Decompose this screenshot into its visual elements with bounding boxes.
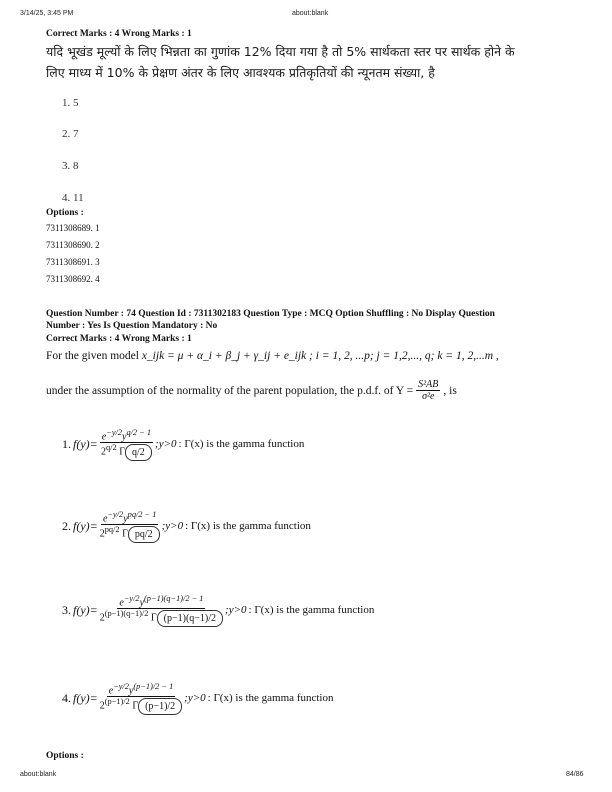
q74-y-denominator: σ²e <box>422 391 435 402</box>
q73-text-line2: लिए माध्य में 10% के प्रेक्षण अंतर के लिए आवश्यक प्रतिकृतियों की न्यूनतम संख्या, है <box>46 65 435 80</box>
q73-choice-2: 2. 7 <box>62 128 79 140</box>
q74-choice-4: 4. f(y)= $\frac{e^{-y/2}y^{(p-1)/2 - 1}}{2^{(p-1)/2} \Gamma (p-1)/2}$ ;y>0 : Γ(x) is the gamma function <box>62 682 333 715</box>
q74-choice-4-number: 4. <box>62 690 71 705</box>
q74-meta-line1: Question Number : 74 Question Id : 7311302183 Question Type : MCQ Option Shuffling : No Display Question <box>46 309 495 319</box>
q74-y-fraction <box>416 379 440 402</box>
q73-choice-1: 1. 5 <box>62 97 79 109</box>
q74-model-equation: x_ijk = μ + α_i + β_j + γ_ij + e_ijk ; i = 1, 2, ...p; j = 1,2,..., q; k = 1, 2,...m , <box>141 350 499 362</box>
q74-choice-2-number: 2. <box>62 518 71 533</box>
q74-choice-1: 1. f(y)= $\frac{e^{-y/2}y^{q/2 - 1}}{2^{q/2} \Gamma q/2}$ ;y>0 : Γ(x) is the gamma function <box>62 428 304 461</box>
q74-choice-1-number: 1. <box>62 436 71 451</box>
q74-choice-3-gamma-arg: (p−1)(q−1)/2 <box>157 610 223 627</box>
q74-choice-2-power: pq/2 <box>104 525 120 535</box>
q74-choice-1-gamma-arg: q/2 <box>125 444 152 461</box>
q74-choice-3-number: 3. <box>62 602 71 617</box>
q74-assumption-end: , is <box>443 384 457 397</box>
q74-choice-4-gamma-arg: (p−1)/2 <box>138 698 182 715</box>
q74-model-line <box>46 350 499 362</box>
print-timestamp: 3/14/25, 3:45 PM <box>20 10 74 17</box>
q73-text-line1: यदि भूखंड मूल्यों के लिए भिन्नता का गुणांक 12% दिया गया है तो 5% सार्थकता स्तर पर सार्थक होने के <box>46 44 515 59</box>
q74-choice-4-fraction: $\frac{e^{-y/2}y^{(p-1)/2 - 1}}{2^{(p-1)/2} \Gamma (p-1)/2}$ <box>100 682 182 715</box>
q73-marks: Correct Marks : 4 Wrong Marks : 1 <box>46 29 192 39</box>
q73-option-id-4: 7311308692. 4 <box>46 274 100 284</box>
q74-choice-4-power: (p−1)/2 <box>104 697 130 707</box>
print-page-number: 84/86 <box>566 771 584 778</box>
q74-marks: Correct Marks : 4 Wrong Marks : 1 <box>46 334 192 344</box>
q74-choice-2-fraction: $\frac{e^{-y/2}y^{pq/2 - 1}}{2^{pq/2} \Gamma pq/2}$ <box>100 510 160 543</box>
q74-choice-1-exponent: q/2 − 1 <box>126 428 152 437</box>
print-footer-url: about:blank <box>20 771 57 778</box>
q74-choice-1-fraction: $\frac{e^{-y/2}y^{q/2 - 1}}{2^{q/2} \Gamma q/2}$ <box>100 428 153 461</box>
print-title: about:blank <box>292 10 329 17</box>
q74-options-label: Options : <box>46 751 84 761</box>
q74-choice-4-exponent: (p−1)/2 − 1 <box>133 682 174 691</box>
q74-choice-1-gamma-note: : Γ(x) is the gamma function <box>178 438 305 451</box>
q74-y-numerator: S²AB <box>418 379 439 390</box>
q74-choice-2: 2. f(y)= $\frac{e^{-y/2}y^{pq/2 - 1}}{2^{pq/2} \Gamma pq/2}$ ;y>0 : Γ(x) is the gamma function <box>62 510 311 543</box>
q74-choice-3-power: (p−1)(q−1)/2 <box>104 609 149 619</box>
q74-choice-2-gamma-note: : Γ(x) is the gamma function <box>185 520 311 533</box>
q74-choice-2-gamma-arg: pq/2 <box>128 526 160 543</box>
q73-option-id-1: 7311308689. 1 <box>46 223 100 233</box>
q73-choice-3: 3. 8 <box>62 160 79 172</box>
q74-meta-line2: Number : Yes Is Question Mandatory : No <box>46 321 218 331</box>
q73-option-id-3: 7311308691. 3 <box>46 257 100 267</box>
q74-choice-3-gamma-note: : Γ(x) is the gamma function <box>248 604 375 617</box>
q74-choice-1-power: q/2 <box>106 443 117 453</box>
q74-assumption-line <box>46 379 457 402</box>
q73-option-id-2: 7311308690. 2 <box>46 240 100 250</box>
q74-choice-3-fraction: $\frac{e^{-y/2}y^{(p-1)(q-1)/2 - 1}}{2^{(p-1)(q-1)/2} \Gamma (p-1)(q-1)/2}$ <box>100 594 223 627</box>
q74-model-prefix: For the given model <box>46 350 139 362</box>
q74-choice-3-exponent: (p−1)(q−1)/2 − 1 <box>144 594 204 603</box>
q74-assumption-text: under the assumption of the normality of the parent population, the p.d.f. of Y = <box>46 384 414 397</box>
q73-choice-4: 4. 11 <box>62 192 84 204</box>
q74-choice-3: 3. f(y)= $\frac{e^{-y/2}y^{(p-1)(q-1)/2 - 1}}{2^{(p-1)(q-1)/2} \Gamma (p-1)(q-1)/2}$ ;y>0 : Γ(x) is the gamma function <box>62 594 374 627</box>
q74-choice-4-gamma-note: : Γ(x) is the gamma function <box>207 692 334 705</box>
q73-options-label: Options : <box>46 208 84 218</box>
q74-choice-2-exponent: pq/2 − 1 <box>127 510 157 519</box>
